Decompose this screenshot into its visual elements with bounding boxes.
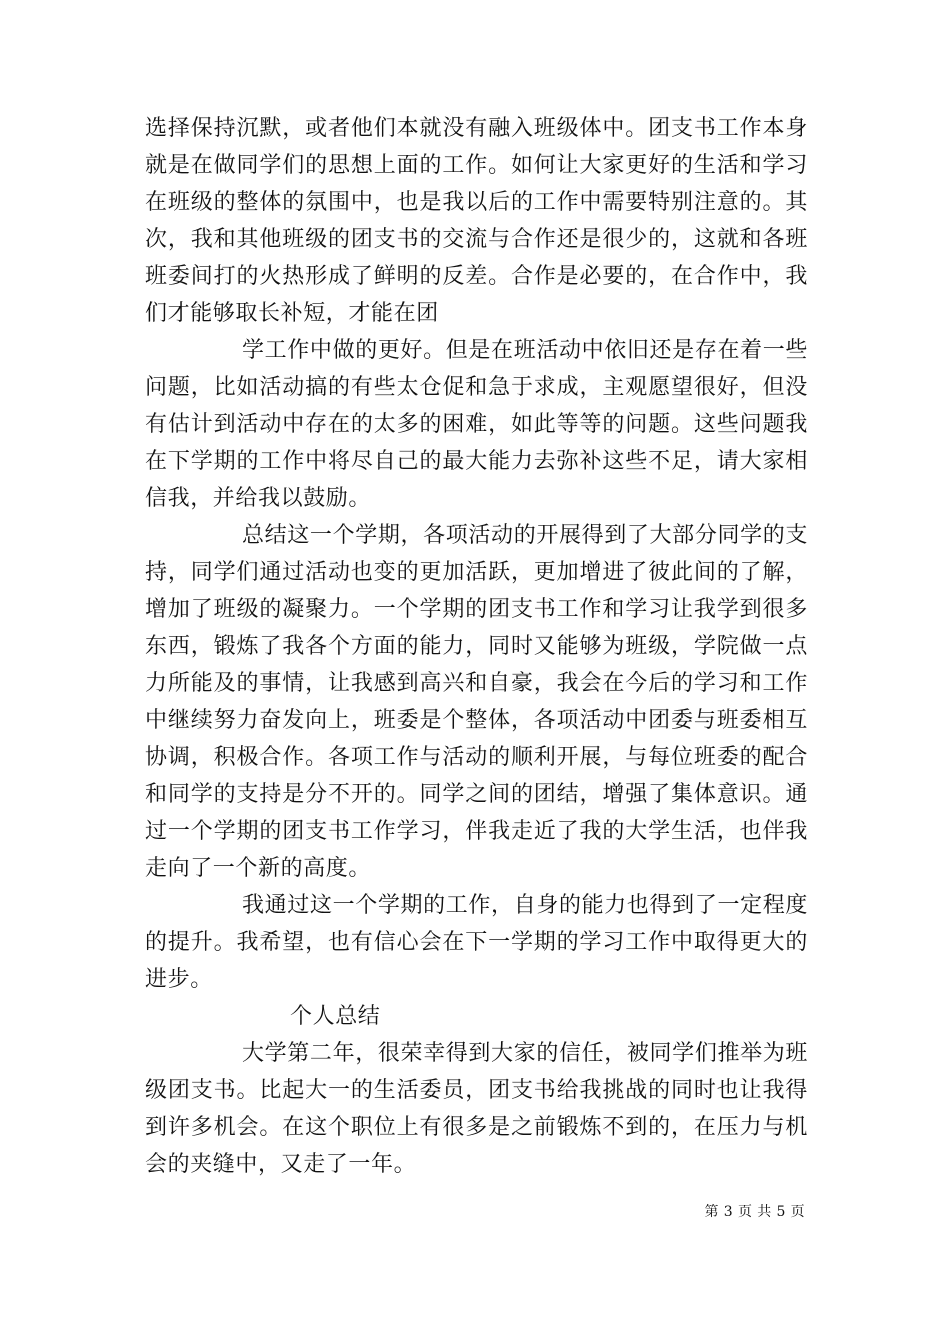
paragraph-3: 总结这一个学期，各项活动的开展得到了大部分同学的支持，同学们通过活动也变的更加活跃，更加增进了彼此间的了解，增加了班级的凝聚力。一个学期的团支书工作和学习让我学到很多东西，锻炼了我各个方面的能力，同时又能够为班级，学院做一点力所能及的事情，让我感到高兴和自豪，我会在今后的学习和工作中继续努力奋发向上，班委是个整体，各项活动中团委与班委相互协调，积极合作。各项工作与活动的顺利开展，与每位班委的配合和同学的支持是分不开的。同学之间的团结，增强了集体意识。通过一个学期的团支书工作学习，伴我走近了我的大学生活，也伴我走向了一个新的高度。 (145, 523, 808, 881)
paragraph-2: 学工作中做的更好。但是在班活动中依旧还是存在着一些问题，比如活动搞的有些太仓促和急于求成，主观愿望很好，但没有估计到活动中存在的太多的困难，如此等等的问题。这些问题我在下学期的工作中将尽自己的最大能力去弥补这些不足，请大家相信我，并给我以鼓励。 (145, 338, 808, 511)
document-body (145, 110, 808, 1183)
section-heading: 个人总结 (290, 1004, 381, 1029)
paragraph-4: 我通过这一个学期的工作，自身的能力也得到了一定程度的提升。我希望，也有信心会在下一学期的学习工作中取得更大的进步。 (145, 893, 808, 992)
section-paragraph: 大学第二年，很荣幸得到大家的信任，被同学们推举为班级团支书。比起大一的生活委员，团支书给我挑战的同时也让我得到许多机会。在这个职位上有很多是之前锻炼不到的，在压力与机会的夹缝中，又走了一年。 (145, 1041, 808, 1177)
page-number-footer: 第 3 页 共 5 页 (704, 1204, 805, 1220)
paragraph-1: 选择保持沉默，或者他们本就没有融入班级体中。团支书工作本身就是在做同学们的思想上面的工作。如何让大家更好的生活和学习在班级的整体的氛围中，也是我以后的工作中需要特别注意的。其次，我和其他班级的团支书的交流与合作还是很少的，这就和各班班委间打的火热形成了鲜明的反差。合作是必要的，在合作中，我们才能够取长补短，才能在团 (145, 116, 808, 326)
